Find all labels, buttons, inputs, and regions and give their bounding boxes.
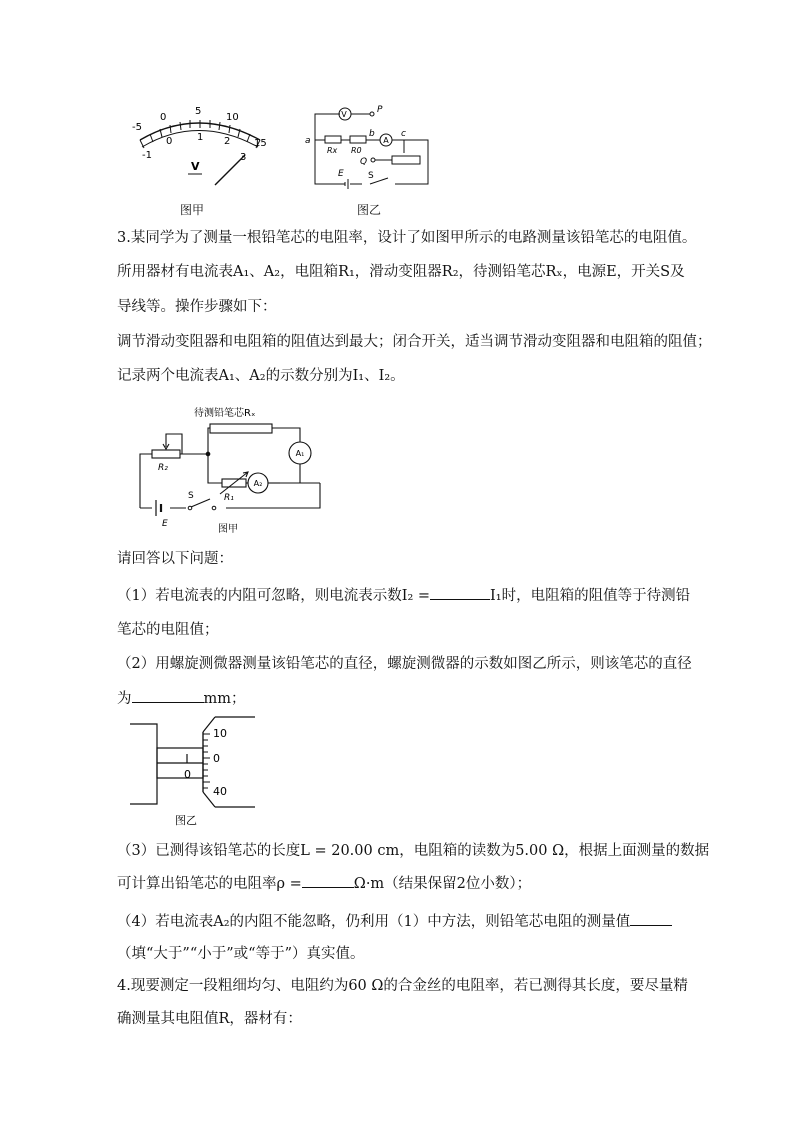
q3-circuit-clean [130,398,330,540]
meter-inner-label: 2 [224,136,231,147]
circuit-caption: 图甲 [218,524,238,535]
micrometer-scale-bottom: 40 [213,785,227,798]
meter-unit-label: V [191,160,200,173]
q3-part1-line1 [117,585,690,606]
q3-prompt: 请回答以下问题： [117,551,233,567]
ammeter-label: A [383,136,389,145]
label-a: a [305,136,311,146]
q3-part3-c: Ω·m（结果保留2位小数）； [353,876,532,892]
answer-blank-2[interactable] [132,688,204,703]
micrometer-main-zero: 0 [184,768,191,781]
q3-part4-b: （填“大于”“小于”或“等于”）真实值。 [117,946,365,962]
q3-step-2: 记录两个电流表A₁、A₂的示数分别为I₁、I₂。 [117,368,405,384]
label-b: b [369,129,375,139]
meter-inner-label: -1 [142,150,152,161]
meter-outer-label: 10 [226,112,239,123]
q3-part3-line2 [117,873,531,894]
voltmeter-label: V [341,110,347,119]
q3-intro-1: 3.某同学为了测量一根铅笔芯的电阻率，设计了如图甲所示的电路测量该铅笔芯的电阻值。 [117,230,697,246]
q3-part2-a: （2）用螺旋测微器测量该铅笔芯的直径，螺旋测微器的示数如图乙所示，则该笔芯的直径 [117,656,692,672]
label-Q: Q [360,157,368,167]
meter-outer-label: 15 [254,138,267,149]
caption-left: 图甲 [180,203,205,217]
q3-part2-line2 [117,688,246,709]
q3-part1-b: I₁时，电阻箱的阻值等于待测铅 [490,588,691,604]
micrometer-scale-mid: 0 [213,752,220,765]
meter-inner-label: 0 [166,136,173,147]
q3-part1-a: （1）若电流表的内阻可忽略，则电流表示数I₂ = [117,588,431,604]
meter-outer-label: 0 [160,112,167,123]
micrometer-scale-top: 10 [213,727,227,740]
label-P: P [377,105,383,115]
q3-part1-c: 笔芯的电阻值； [117,622,219,638]
top-circuit-figure [300,98,440,190]
q3-part3-a: （3）已测得该铅笔芯的长度L = 20.00 cm，电阻箱的读数为5.00 Ω，根据上面测量的数据 [117,843,710,859]
meter-inner-label: 3 [240,152,247,163]
q3-step-1: 调节滑动变阻器和电阻箱的阻值达到最大；闭合开关，适当调节滑动变阻器和电阻箱的阻值； [117,334,712,350]
q3-part4-a: （4）若电流表A₂的内阻不能忽略，仍利用（1）中方法，则铅笔芯电阻的测量值 [117,914,631,930]
q3-part2-c: mm； [203,691,246,707]
q3-part4-line1 [117,911,672,932]
answer-blank-1[interactable] [430,585,490,600]
q4-line-2: 确测量其电阻值R，器材有： [117,1011,302,1027]
q3-part3-b: 可计算出铅笔芯的电阻率ρ = [117,876,302,892]
q3-intro-3: 导线等。操作步骤如下： [117,299,277,315]
r2-label: R₂ [158,463,168,473]
label-Rx: Rx [327,146,338,155]
label-c: c [401,129,406,139]
q4-line-1: 4.现要测定一段粗细均匀、电阻约为60 Ω的合金丝的电阻率，若已测得其长度，要尽量精 [117,978,688,994]
q3-intro-2: 所用器材有电流表A₁、A₂，电阻箱R₁，滑动变阻器R₂，待测铅笔芯Rₓ，电源E，开关S及 [117,264,685,280]
answer-blank-3[interactable] [302,873,354,888]
micrometer-caption: 图乙 [175,814,197,827]
meter-inner-label: 1 [197,132,204,143]
switch-label: S [188,491,194,501]
label-S: S [368,171,374,181]
q3-part2-b: 为 [117,691,132,707]
r1-label: R₁ [224,493,234,503]
a2-label: A₂ [253,479,263,488]
voltmeter-dial-figure [120,100,280,200]
meter-outer-label: -5 [132,122,142,133]
micrometer-figure [125,712,265,830]
answer-blank-4[interactable] [630,911,672,926]
label-E: E [338,169,344,179]
rx-label: 待测铅笔芯Rₓ [194,408,256,419]
meter-outer-label: 5 [195,106,202,117]
caption-right: 图乙 [357,203,382,217]
battery-label: E [162,519,168,529]
a1-label: A₁ [295,449,305,458]
label-R0: R0 [351,146,362,155]
